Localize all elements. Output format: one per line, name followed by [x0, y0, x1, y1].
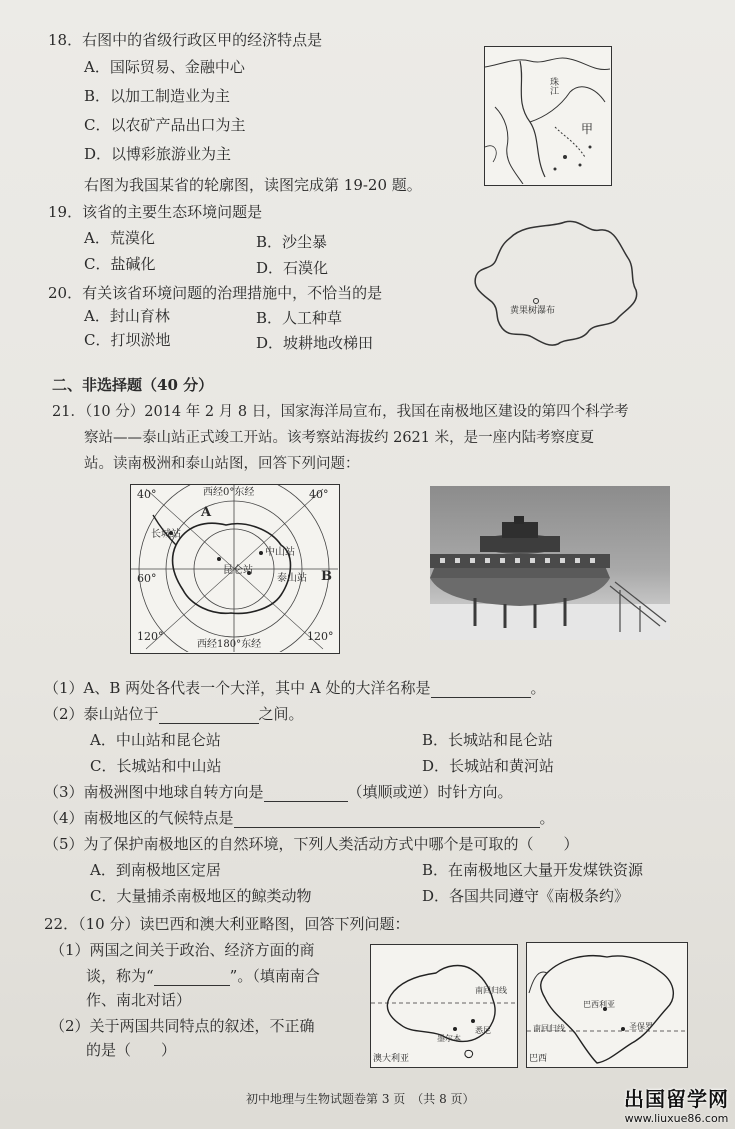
australia-outline — [371, 945, 516, 1066]
q21-p3-text: （3）南极洲图中地球自转方向是 — [44, 783, 264, 801]
q19-option-b: B．沙尘暴 — [256, 233, 328, 251]
q18-stem: 18．右图中的省级行政区甲的经济特点是 — [48, 31, 323, 49]
guizhou-map-label: 黄果树瀑布 — [510, 306, 556, 316]
q18-option-c: C．以农矿产品出口为主 — [84, 116, 246, 134]
q18-map-river-label: 珠江 — [548, 77, 558, 95]
q21-p1 — [44, 678, 546, 698]
brazil-map-caption: 巴西 — [529, 1054, 548, 1064]
q22-p2-line-b: 的是（ ） — [86, 1041, 177, 1059]
antarctica-map — [130, 484, 340, 654]
br-label-saopaulo: 圣保罗 — [629, 1022, 653, 1031]
page-footer: 初中地理与生物试题卷第 3 页 （共 8 页） — [246, 1092, 475, 1106]
q18-option-d: D．以博彩旅游业为主 — [84, 145, 232, 163]
q21-p4-blank[interactable] — [234, 827, 540, 828]
q19-20-intro: 右图为我国某省的轮廓图，读图完成第 19-20 题。 — [84, 176, 422, 194]
q18-map-jia-label: 甲 — [581, 122, 594, 136]
q18-option-b: B．以加工制造业为主 — [84, 87, 231, 105]
q19-option-d: D．石漠化 — [256, 259, 329, 277]
au-label-tropic: 南回归线 — [475, 986, 507, 995]
q20-option-d: D．坡耕地改梯田 — [256, 334, 374, 352]
australia-map — [370, 944, 518, 1068]
au-label-sydney: 悉尼 — [475, 1026, 491, 1035]
q18-map — [484, 46, 612, 186]
map-lat-br: 120° — [307, 630, 334, 643]
q22-p1-line-c: 作、南北对话） — [86, 991, 192, 1009]
q21-p5-option-a: A．到南极地区定居 — [90, 861, 221, 879]
q21-p3 — [44, 782, 513, 802]
q19-stem: 19．该省的主要生态环境问题是 — [48, 203, 263, 221]
brazil-map — [526, 942, 688, 1068]
q21-p2 — [44, 704, 304, 724]
watermark-title: 出国留学网 — [624, 1087, 729, 1111]
q21-p1-blank[interactable] — [431, 697, 531, 698]
q20-option-b: B．人工种草 — [256, 309, 343, 327]
map-kunlun-station: 昆仑站 — [223, 565, 253, 576]
q21-p5-option-d: D．各国共同遵守《南极条约》 — [422, 887, 630, 905]
map-lat-bl: 120° — [137, 630, 164, 643]
q21-p2-text: （2）泰山站位于 — [44, 705, 159, 723]
map-taishan-station: 泰山站 — [277, 573, 307, 584]
q21-p5-option-b: B．在南极地区大量开发煤铁资源 — [422, 861, 644, 879]
guizhou-outline-map — [470, 218, 640, 348]
q21-line-2: 察站——泰山站正式竣工开站。该考察站海拔约 2621 米，是一座内陆考察度夏 — [84, 430, 595, 446]
q21-p2-end: 之间。 — [258, 705, 304, 723]
q22-p1-line-b — [86, 966, 320, 986]
map-great-wall-station: 长城站 — [151, 529, 181, 540]
q21-line-1: 21．（10 分）2014 年 2 月 8 日，国家海洋局宣布，我国在南极地区建设的第四个科学考 — [52, 404, 629, 420]
q21-p1-end: 。 — [530, 679, 546, 697]
map-lat-ml: 60° — [137, 572, 157, 585]
q22-p1-blank[interactable] — [154, 985, 230, 986]
map-lat-tl: 40° — [137, 488, 157, 501]
pearl-river-delta-map — [485, 47, 610, 184]
q21-p5: （5）为了保护南极地区的自然环境，下列人类活动方式中哪个是可取的（ ） — [44, 835, 579, 853]
map-zhongshan-station: 中山站 — [265, 547, 295, 558]
q22-stem: 22．（10 分）读巴西和澳大利亚略图，回答下列问题： — [44, 915, 410, 933]
map-lon-bottom-label: 西经180°东经 — [197, 639, 262, 650]
q21-p5-option-c: C．大量捕杀南极地区的鲸类动物 — [90, 887, 312, 905]
australia-map-caption: 澳大利亚 — [373, 1054, 410, 1064]
br-label-tropic: 南回归线 — [533, 1024, 565, 1033]
q19-option-c: C．盐碱化 — [84, 255, 156, 273]
q22-p2-line-a: （2）关于两国共同特点的叙述，不正确 — [50, 1017, 315, 1035]
q21-p4-end: 。 — [539, 809, 555, 827]
q21-p2-option-c: C．长城站和中山站 — [90, 757, 222, 775]
au-label-melbourne: 墨尔本 — [437, 1034, 461, 1043]
q21-p2-blank[interactable] — [159, 723, 259, 724]
q22-p1b-text: 谈，称为“ — [86, 967, 154, 985]
map-lat-tr: 40° — [309, 488, 329, 501]
q21-p1-text: （1）A、B 两处各代表一个大洋，其中 A 处的大洋名称是 — [44, 679, 431, 697]
site-watermark — [624, 1083, 729, 1125]
q20-option-a: A．封山育林 — [84, 307, 170, 325]
map-label-b: B — [321, 569, 332, 584]
q20-stem: 20．有关该省环境问题的治理措施中，不恰当的是 — [48, 284, 383, 302]
taishan-station-photo — [430, 486, 670, 640]
taishan-station-illustration — [430, 486, 670, 640]
watermark-url: www.liuxue86.com — [624, 1112, 729, 1125]
q21-p3-blank[interactable] — [264, 801, 348, 802]
section-2-heading: 二、非选择题（40 分） — [52, 376, 214, 394]
q21-p4 — [44, 808, 555, 828]
map-lon-top-label: 西经0°东经 — [203, 487, 255, 498]
q21-p3-end: （填顺或逆）时针方向。 — [347, 783, 513, 801]
q21-p2-option-a: A．中山站和昆仑站 — [90, 731, 221, 749]
q18-option-a: A．国际贸易、金融中心 — [84, 58, 245, 76]
q22-p1-line-a: （1）两国之间关于政治、经济方面的商 — [50, 941, 315, 959]
map-label-a: A — [201, 505, 212, 520]
br-label-brasilia: 巴西利亚 — [583, 1000, 615, 1009]
q19-option-a: A．荒漠化 — [84, 229, 155, 247]
q22-p1b-end: ”。（填南南合 — [229, 967, 320, 985]
q20-option-c: C．打坝淤地 — [84, 331, 171, 349]
q21-p4-text: （4）南极地区的气候特点是 — [44, 809, 234, 827]
q21-p2-option-d: D．长城站和黄河站 — [422, 757, 555, 775]
q21-p2-option-b: B．长城站和昆仑站 — [422, 731, 554, 749]
q21-line-3: 站。读南极洲和泰山站图，回答下列问题： — [84, 456, 360, 472]
